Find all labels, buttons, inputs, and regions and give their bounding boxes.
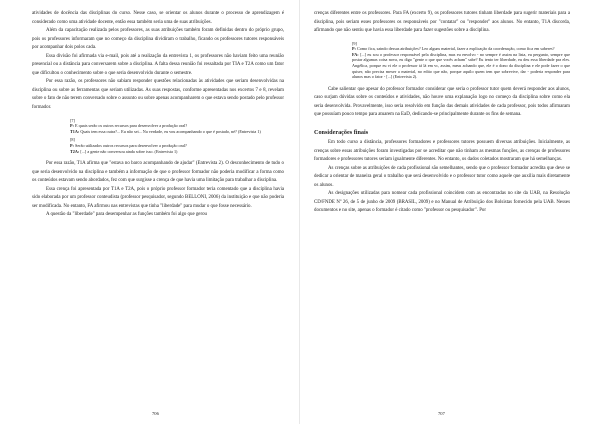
body-paragraph: Por essa razão, os professores não sabiam responder questões relacionadas às atividades que seriam desenvolvidas na disciplina ou sobre as ferramentas que seriam utilizadas. As suas respostas, conforme apresentadas nos excertos 7 e 8, revelam sobre o fato de não terem conversado sobre o assunto ou sobre apenas acompanharem o que estava sendo postado pelo professor formador. <box>32 79 284 111</box>
speaker-label: FA: <box>352 51 359 57</box>
body-paragraph: Por essa razão, T1A afirma que "estava no barco acompanhando de ajudar" (Entrevista 2). O desconhecimento de tudo o que seria desenvolvido na disciplina e também a informação de que o professor formador não poderia modificar a forma como os conteúdos estavam sendo abordados, fez com que surgisse a crença de que havia uma limitação para trabalhar a disciplina. <box>32 161 284 184</box>
speaker-text: [...] eu sou o professor responsável pela disciplina, mas eu envolvo - no sempre é assim na lista, eu pergunto, sempre que postar algumas coisa nova, eu digo "gente o que que vocês acham" sabe? Eu tento ter liberdade, eu deu essa liberdade pra eles. Angélica, porque eu vi ele o professor tá lá em vc, assim, meus achando que, ele é o dono da disciplina e ele pode fazer o que quiser, não precisa mexer a material, no edito que não, porque aquilo quem tem que sobrevive, dar - poderia responder para alunos mas o fator - [...] (Entrevista 2). <box>352 51 570 80</box>
speaker-label: P: <box>70 123 74 129</box>
speaker-text: [...] a gente não conversou ainda sobre isso. (Entrevista 1) <box>79 148 178 154</box>
speaker-text: E quais serão os outros recursos para desenvolver a produção oral? <box>73 123 188 129</box>
body-paragraph: As designações utilizadas para nomear cada profissional coincidem com as encontradas no site da UAB, na Resolução CD/FNDE Nº 26, de 5 de junho de 2009 (BRASIL, 2009) e no Manual de Atribuição dos Bolsistas fornecido pela UAB. Nesses documentos e no site, apenas o formador é citado como "professor ou pesquisador". Por <box>314 191 570 214</box>
speaker-text: Como fica, saindo dessas atribuições? Leo alguns material, fazer a explicação da coordenação, como fica em saberes? <box>355 46 555 52</box>
body-paragraph: Em todo curso a distância, professores formadores e professores tutores possuem diversas atribuições. Inicialmente, as crenças sobre essas atribuições foram investigadas por se acreditar que não tinham as mesmas funções, as crenças de professores formadores e professores tutores seriam igualmente diferentes. No entanto, os dados coletados mostraram que há semelhanças. <box>314 139 570 163</box>
section-heading: Considerações finais <box>314 128 369 136</box>
body-paragraph: Além da capacitação realizada pelos professores, as suas atribuições também foram definidas dentro do próprio grupo, pois os professores informaram que no começo da disciplina dividiram o trabalho, ficando os professores tutores responsáveis por acompanhar dois polos cada. <box>32 28 284 51</box>
excerpt-line <box>70 149 284 155</box>
body-paragraph: crenças diferentes entre os professores. Para FA (excerto 9), os professores tutores tinham liberdade para sugerir materiais para a disciplina, pois seriam esses professores os responsáveis por "contatar" ou "responder" aos alunos. No entanto, T1A discorda, afirmando que não sentiu que havia essa liberdade para fazer sugestões sobre a disciplina. <box>314 11 570 34</box>
speaker-text: Serão utilizados outros recursos para desenvolver a produção oral? <box>73 142 187 148</box>
body-paragraph: As crenças sobre as atribuições de cada profissional são semelhantes, sendo que o professor formador acredita que deve se dedicar a orientar de maneira geral o trabalho que será desenvolvido e o professor tutor como aquele que auxilia mais diretamente os alunos. <box>314 165 570 188</box>
speaker-label: T2A: <box>70 148 80 154</box>
body-paragraph: Cabe salientar que apesar do professor formador considerar que seria o professor tutor quem deverá responder aos alunos, caso surjam dúvidas sobre os conteúdos e atividades, não houve uma explanação logo no começo da disciplina sobre como ela seria desenvolvida. Provavelmente, isso seria resolvido em função das demais atividades de cada professor, pois todos afirmaram que possuíam pouco tempo para atuarem na EaD, dedicando-se principalmente durante os fins de semana. <box>314 86 570 118</box>
excerpt-ref: [8] <box>70 137 75 143</box>
page-number: 706 <box>152 411 159 416</box>
excerpt-line <box>70 129 284 135</box>
page-number: 707 <box>438 411 445 416</box>
speaker-text: Quais tem essa outra?... Eu não sei... Na verdade, eu vou acompanhando o que é postado, né? (Entrevista 1) <box>79 128 261 134</box>
interview-excerpt-9 <box>352 41 570 80</box>
excerpt-ref: [9] <box>352 40 357 46</box>
body-paragraph: atividades de docência das disciplinas do curso. Nesse caso, se orientar os alunos durante o processo de aprendizagem é considerado como uma atividade docente, então essa também seria uma de suas atribuições. <box>32 11 284 25</box>
speaker-label: T1A: <box>70 128 80 134</box>
excerpt-ref: [7] <box>70 117 75 123</box>
interview-excerpt-7-8 <box>70 118 284 155</box>
body-paragraph: A questão da "liberdade" para desempenhar as funções também foi algo que gerou <box>46 212 207 218</box>
right-page <box>300 0 600 424</box>
body-paragraph: Essa divisão foi afirmada via e-mail, pois até a realização da entrevista 1, os professores não haviam feito uma reunião presencial ou a distância para conversarem sobre a disciplina. A falta dessa reunião foi ressaltada por TIA e T2A como um fator que dificultou o conhecimento sobre o que seria desenvolvido durante o semestre. <box>32 53 284 76</box>
excerpt-line <box>352 52 570 80</box>
speaker-label: P: <box>70 142 74 148</box>
speaker-label: P: <box>352 46 356 52</box>
body-paragraph: Essa crença foi apresentada por T1A e T2A, pois o próprio professor formador teria comentado que a disciplina havia sido elaborada por um professor conteudista (professor pesquisador, segundo BELLONI, 2006) da instituição e que não poderia ser modificada. No entanto, FA afirmou nas entrevistas que tinha "liberdade" para mudar o que fosse necessário. <box>32 186 284 209</box>
